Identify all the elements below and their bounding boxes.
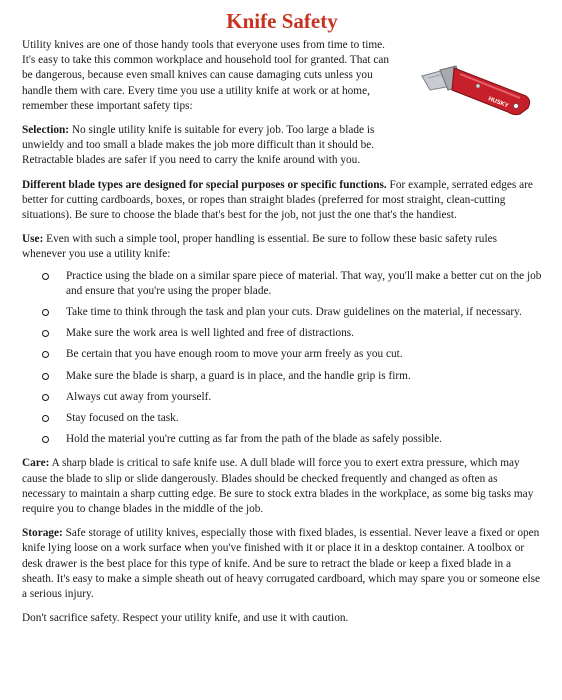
- use-heading: Use:: [22, 233, 44, 246]
- care-text: A sharp blade is critical to safe knife use. A dull blade will force you to exert extra pressure, which may cause the blade to slip or slide dangerously. Blades should be checked frequently and changed as often as necessary to maintain a sharp cutting edge. Be sure to stock extra blades in the workplace, as some big tasks may require you to change blades in the middle of the job.: [22, 457, 534, 516]
- selection-text: No single utility knife is suitable for every job. Too large a blade is unwieldy and too small a blade makes the job more difficult than it should be. Retractable blades are safer if you need to carry the knife around with you.: [22, 124, 375, 167]
- page-title: Knife Safety: [226, 9, 338, 33]
- bullet-icon: [42, 436, 49, 443]
- storage-paragraph: [22, 526, 542, 602]
- bullet-icon: [42, 373, 49, 380]
- list-item: [22, 347, 542, 362]
- list-item: [22, 432, 542, 447]
- tip-text: Take time to think through the task and plan your cuts. Draw guidelines on the material, if necessary.: [66, 306, 522, 319]
- tip-text: Be certain that you have enough room to move your arm freely as you cut.: [66, 348, 403, 361]
- bullet-icon: [42, 394, 49, 401]
- blade-types-heading: Different blade types are designed for special purposes or specific functions.: [22, 178, 387, 191]
- utility-knife-image: [416, 56, 534, 132]
- list-item: [22, 326, 542, 341]
- blade-types-paragraph: [22, 178, 542, 224]
- knife-brand-text: HUSKY: [487, 96, 510, 110]
- tip-text: Make sure the blade is sharp, a guard is in place, and the handle grip is firm.: [66, 369, 411, 382]
- bullet-icon: [42, 309, 49, 316]
- care-paragraph: [22, 456, 542, 517]
- bullet-icon: [42, 415, 49, 422]
- closing-paragraph: Don't sacrifice safety. Respect your utility knife, and use it with caution.: [22, 612, 349, 625]
- intro-paragraph: Utility knives are one of those handy tools that everyone uses from time to time. It's easy to take this common workplace and household tool for granted. That can be dangerous, because even small knives can cause damaging cuts unless you handle them with care. Every time you use a utility knife at work or at home, remember these important safety tips:: [22, 39, 389, 112]
- blade-types-text: For example, serrated edges are better for cutting cardboards, boxes, or ropes than straight blades (preferred for most straight, clean-cutting situations). Be sure to choose the blade that's best for the job, not just the one that's the handiest.: [22, 178, 533, 222]
- tip-text: Always cut away from yourself.: [66, 390, 212, 403]
- tip-text: Hold the material you're cutting as far from the path of the blade as safely possible.: [66, 433, 442, 446]
- list-item: [22, 305, 542, 320]
- safety-tips-list: [22, 269, 542, 448]
- list-item: [22, 369, 542, 384]
- storage-text: Safe storage of utility knives, especially those with fixed blades, is essential. Never leave a fixed or open knife lying loose on a work surface when you've finished with it or place it in a desktop container. A toolbox or desk drawer is the best place for this type of knife. And be sure to retract the blade or keep a fixed blade in a sheath. It's easy to make a simple sheath out of heavy corrugated cardboard, which may spare you or someone else a serious injury.: [22, 527, 541, 601]
- tip-text: Make sure the work area is well lighted and free of distractions.: [66, 327, 354, 340]
- care-heading: Care:: [22, 457, 50, 470]
- selection-paragraph: [22, 123, 394, 169]
- list-item: [22, 269, 542, 299]
- bullet-icon: [42, 351, 49, 358]
- bullet-icon: [42, 330, 49, 337]
- use-paragraph: [22, 232, 542, 262]
- list-item: [22, 390, 542, 405]
- selection-heading: Selection:: [22, 124, 70, 137]
- bullet-icon: [42, 273, 49, 280]
- use-text: Even with such a simple tool, proper handling is essential. Be sure to follow these basic safety rules whenever you use a utility knife:: [22, 233, 498, 261]
- list-item: [22, 411, 542, 426]
- intro-section: [22, 38, 542, 169]
- storage-heading: Storage:: [22, 527, 63, 540]
- tip-text: Stay focused on the task.: [66, 412, 179, 425]
- tip-text: Practice using the blade on a similar spare piece of material. That way, you'll make a better cut on the job and ensure that you're using the proper blade.: [66, 269, 542, 297]
